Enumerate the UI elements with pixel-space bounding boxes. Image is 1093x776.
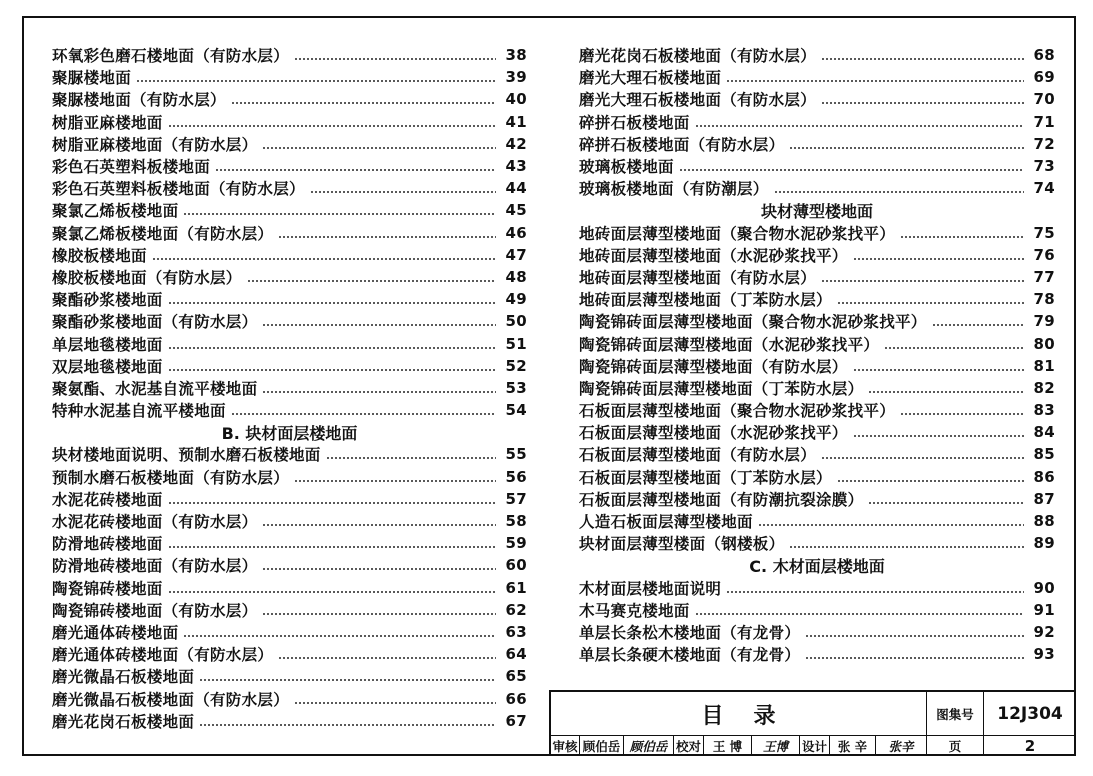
toc-entry[interactable]: [579, 88, 1055, 110]
dot-leader: [868, 391, 1024, 393]
toc-entry[interactable]: [579, 577, 1055, 599]
toc-entry-title: 磨光花岗石板楼地面: [52, 711, 195, 731]
toc-entry-page: 42: [505, 134, 527, 153]
toc-entry-title: 树脂亚麻楼地面（有防水层）: [52, 134, 258, 154]
dot-leader: [900, 236, 1024, 238]
toc-entry-page: 84: [1033, 423, 1055, 442]
toc-entry-page: 65: [505, 667, 527, 686]
toc-entry[interactable]: [52, 310, 527, 332]
toc-entry[interactable]: [52, 355, 527, 377]
dot-leader: [262, 391, 496, 393]
toc-entry-page: 89: [1033, 534, 1055, 553]
dot-leader: [837, 302, 1024, 304]
toc-entry-title: 碎拼石板楼地面: [579, 112, 690, 132]
toc-entry-title: 陶瓷锦砖面层薄型楼地面（有防水层）: [579, 356, 848, 376]
toc-entry-title: 聚氯乙烯板楼地面（有防水层）: [52, 223, 274, 243]
dot-leader: [774, 191, 1024, 193]
toc-entry[interactable]: [579, 66, 1055, 88]
toc-entry[interactable]: [52, 66, 527, 88]
dot-leader: [199, 724, 496, 726]
toc-entry-title: 石板面层薄型楼地面（丁苯防水层）: [579, 467, 832, 487]
checker-name: 王 博: [703, 736, 751, 756]
toc-entry-page: 51: [505, 334, 527, 353]
toc-entry-page: 47: [505, 245, 527, 264]
toc-entry-title: 陶瓷锦砖面层薄型楼地面（水泥砂浆找平）: [579, 334, 880, 354]
toc-entry[interactable]: [52, 687, 527, 709]
toc-entry[interactable]: [52, 222, 527, 244]
toc-entry-title: 彩色石英塑料板楼地面: [52, 157, 211, 177]
toc-entry[interactable]: [579, 621, 1055, 643]
dot-leader: [231, 102, 496, 104]
dot-leader: [262, 568, 496, 570]
dot-leader: [136, 80, 496, 82]
toc-entry-title: 玻璃板楼地面（有防潮层）: [579, 179, 769, 199]
toc-entry[interactable]: [579, 177, 1055, 199]
dot-leader: [183, 213, 496, 215]
toc-entry[interactable]: [579, 466, 1055, 488]
toc-entry[interactable]: [52, 244, 527, 266]
toc-entry[interactable]: [52, 133, 527, 155]
toc-entry-title: 双层地毯楼地面: [52, 356, 163, 376]
dot-leader: [168, 125, 496, 127]
dot-leader: [695, 125, 1024, 127]
toc-entry-page: 77: [1033, 267, 1055, 286]
toc-entry[interactable]: [52, 665, 527, 687]
reviewer-signature: 顾伯岳: [623, 736, 673, 756]
toc-entry-title: 环氧彩色磨石楼地面（有防水层）: [52, 46, 290, 66]
dot-leader: [294, 58, 496, 60]
toc-entry[interactable]: [579, 421, 1055, 443]
atlas-number-label: 图集号: [926, 692, 983, 735]
toc-entry-page: 88: [1033, 512, 1055, 531]
toc-entry[interactable]: [52, 332, 527, 354]
check-label: 校对: [673, 736, 703, 756]
toc-entry-title: 木马赛克楼地面: [579, 600, 690, 620]
toc-entry-page: 54: [505, 401, 527, 420]
designer-name: 张 辛: [829, 736, 875, 756]
toc-entry[interactable]: [52, 111, 527, 133]
toc-entry-page: 55: [505, 445, 527, 464]
toc-entry[interactable]: [579, 133, 1055, 155]
toc-entry[interactable]: [52, 288, 527, 310]
dot-leader: [262, 613, 496, 615]
toc-entry-page: 57: [505, 489, 527, 508]
toc-entry-page: 61: [505, 578, 527, 597]
toc-entry-page: 67: [505, 711, 527, 730]
toc-entry-title: 陶瓷锦砖面层薄型楼地面（聚合物水泥砂浆找平）: [579, 312, 927, 332]
toc-entry-title: 树脂亚麻楼地面: [52, 112, 163, 132]
toc-entry[interactable]: [52, 399, 527, 421]
toc-entry-title: 橡胶板楼地面（有防水层）: [52, 267, 242, 287]
toc-entry-title: 块材楼地面说明、预制水磨石板楼地面: [52, 445, 321, 465]
dot-leader: [884, 347, 1024, 349]
toc-entry[interactable]: [579, 532, 1055, 554]
dot-leader: [821, 457, 1024, 459]
dot-leader: [853, 258, 1024, 260]
toc-entry[interactable]: [579, 443, 1055, 465]
toc-entry-page: 86: [1033, 467, 1055, 486]
toc-entry[interactable]: [52, 532, 527, 554]
toc-entry-title: 碎拼石板楼地面（有防水层）: [579, 134, 785, 154]
dot-leader: [168, 502, 496, 504]
toc-entry[interactable]: [579, 288, 1055, 310]
dot-leader: [821, 58, 1024, 60]
dot-leader: [231, 413, 496, 415]
dot-leader: [168, 591, 496, 593]
toc-entry-title: 地砖面层薄型楼地面（聚合物水泥砂浆找平）: [579, 223, 896, 243]
toc-entry[interactable]: [52, 599, 527, 621]
toc-entry-title: 石板面层薄型楼地面（有防水层）: [579, 445, 817, 465]
toc-entry-page: 39: [505, 68, 527, 87]
toc-entry-title: 陶瓷锦砖面层薄型楼地面（丁苯防水层）: [579, 378, 864, 398]
toc-entry-page: 56: [505, 467, 527, 486]
toc-entry[interactable]: [579, 244, 1055, 266]
section-heading: 块材薄型楼地面: [760, 201, 873, 221]
toc-entry-page: 87: [1033, 489, 1055, 508]
dot-leader: [853, 435, 1024, 437]
toc-entry[interactable]: [579, 222, 1055, 244]
atlas-number: 12J304: [983, 692, 1076, 735]
toc-entry[interactable]: [52, 577, 527, 599]
sheet-title: 目录: [701, 703, 806, 729]
toc-entry-title: 玻璃板楼地面: [579, 157, 674, 177]
toc-entry[interactable]: [579, 599, 1055, 621]
toc-entry-page: 64: [505, 645, 527, 664]
dot-leader: [168, 369, 496, 371]
dot-leader: [805, 635, 1024, 637]
toc-entry[interactable]: [52, 443, 527, 465]
toc-entry-page: 68: [1033, 46, 1055, 65]
toc-entry-title: 石板面层薄型楼地面（水泥砂浆找平）: [579, 423, 848, 443]
dot-leader: [168, 546, 496, 548]
toc-entry-page: 91: [1033, 600, 1055, 619]
toc-entry-title: 聚氯乙烯板楼地面: [52, 201, 179, 221]
toc-entry[interactable]: [579, 643, 1055, 665]
dot-leader: [726, 591, 1024, 593]
toc-entry-page: 46: [505, 223, 527, 242]
toc-entry-page: 93: [1033, 645, 1055, 664]
toc-entry-title: 彩色石英塑料板楼地面（有防水层）: [52, 179, 305, 199]
page-label: 页: [926, 736, 983, 756]
toc-entry-page: 69: [1033, 68, 1055, 87]
toc-entry[interactable]: [52, 710, 527, 732]
dot-leader: [152, 258, 496, 260]
toc-entry-title: 块材面层薄型楼面（钢楼板）: [579, 534, 785, 554]
toc-entry-title: 磨光通体砖楼地面（有防水层）: [52, 645, 274, 665]
dot-leader: [262, 324, 496, 326]
toc-entry-title: 聚酯砂浆楼地面: [52, 290, 163, 310]
designer-signature: 张辛: [875, 736, 926, 756]
toc-entry[interactable]: [52, 621, 527, 643]
toc-entry[interactable]: [579, 111, 1055, 133]
toc-entry-page: 72: [1033, 134, 1055, 153]
dot-leader: [199, 679, 496, 681]
dot-leader: [168, 302, 496, 304]
toc-entry-page: 73: [1033, 157, 1055, 176]
title-block: [549, 690, 1076, 756]
toc-entry-title: 陶瓷锦砖楼地面: [52, 578, 163, 598]
toc-entry[interactable]: [52, 177, 527, 199]
dot-leader: [726, 80, 1024, 82]
toc-entry-title: 地砖面层薄型楼地面（丁苯防水层）: [579, 290, 832, 310]
toc-entry-title: 磨光大理石板楼地面（有防水层）: [579, 90, 817, 110]
toc-entry-page: 85: [1033, 445, 1055, 464]
title-block-top-row: [551, 692, 1076, 736]
toc-entry[interactable]: [52, 155, 527, 177]
dot-leader: [805, 657, 1024, 659]
toc-entry-page: 66: [505, 689, 527, 708]
dot-leader: [821, 280, 1024, 282]
title-block-signature-row: [551, 736, 1076, 756]
toc-entry[interactable]: [52, 466, 527, 488]
toc-entry[interactable]: [579, 155, 1055, 177]
checker-signature: 王博: [751, 736, 799, 756]
dot-leader: [262, 147, 496, 149]
section-heading: B. 块材面层楼地面: [221, 423, 358, 443]
toc-entry[interactable]: [579, 510, 1055, 532]
toc-entry-page: 59: [505, 534, 527, 553]
toc-entry-title: 磨光微晶石板楼地面（有防水层）: [52, 689, 290, 709]
toc-entry-title: 石板面层薄型楼地面（聚合物水泥砂浆找平）: [579, 401, 896, 421]
dot-leader: [247, 280, 496, 282]
toc-entry[interactable]: [52, 199, 527, 221]
page-number: 2: [983, 736, 1076, 756]
toc-entry[interactable]: [52, 554, 527, 576]
toc-entry-title: 木材面层楼地面说明: [579, 578, 722, 598]
toc-entry-page: 50: [505, 312, 527, 331]
toc-entry-title: 聚脲楼地面（有防水层）: [52, 90, 226, 110]
toc-entry-page: 82: [1033, 378, 1055, 397]
toc-entry-page: 71: [1033, 112, 1055, 131]
toc-entry[interactable]: [52, 88, 527, 110]
design-label: 设计: [799, 736, 829, 756]
toc-left-column: [52, 44, 527, 732]
toc-entry-page: 79: [1033, 312, 1055, 331]
toc-entry[interactable]: [52, 488, 527, 510]
dot-leader: [310, 191, 496, 193]
toc-entry-title: 地砖面层薄型楼地面（水泥砂浆找平）: [579, 245, 848, 265]
dot-leader: [837, 480, 1024, 482]
dot-leader: [789, 546, 1024, 548]
toc-entry-page: 48: [505, 267, 527, 286]
toc-entry-page: 80: [1033, 334, 1055, 353]
toc-entry-title: 预制水磨石板楼地面（有防水层）: [52, 467, 290, 487]
toc-entry-page: 49: [505, 290, 527, 309]
dot-leader: [868, 502, 1024, 504]
toc-entry-title: 地砖面层薄型楼地面（有防水层）: [579, 267, 817, 287]
toc-entry[interactable]: [579, 355, 1055, 377]
toc-entry[interactable]: [52, 510, 527, 532]
toc-entry-title: 单层长条松木楼地面（有龙骨）: [579, 622, 801, 642]
toc-entry[interactable]: [579, 377, 1055, 399]
dot-leader: [168, 347, 496, 349]
dot-leader: [278, 236, 496, 238]
toc-entry-page: 45: [505, 201, 527, 220]
toc-entry-page: 75: [1033, 223, 1055, 242]
dot-leader: [183, 635, 496, 637]
toc-entry[interactable]: [52, 643, 527, 665]
toc-entry-title: 单层地毯楼地面: [52, 334, 163, 354]
dot-leader: [326, 457, 496, 459]
toc-entry-page: 43: [505, 157, 527, 176]
dot-leader: [262, 524, 496, 526]
toc-entry-page: 40: [505, 90, 527, 109]
dot-leader: [695, 613, 1024, 615]
toc-entry-page: 53: [505, 378, 527, 397]
dot-leader: [853, 369, 1024, 371]
toc-entry-page: 52: [505, 356, 527, 375]
dot-leader: [789, 147, 1024, 149]
toc-entry-title: 石板面层薄型楼地面（有防潮抗裂涂膜）: [579, 489, 864, 509]
toc-entry-page: 41: [505, 112, 527, 131]
toc-entry-page: 62: [505, 600, 527, 619]
toc-entry-title: 特种水泥基自流平楼地面: [52, 401, 226, 421]
dot-leader: [294, 480, 496, 482]
toc-entry[interactable]: [52, 377, 527, 399]
toc-entry-title: 磨光微晶石板楼地面: [52, 667, 195, 687]
toc-entry[interactable]: [579, 310, 1055, 332]
dot-leader: [294, 702, 496, 704]
toc-entry-title: 防滑地砖楼地面（有防水层）: [52, 556, 258, 576]
reviewer-name: 顾伯岳: [579, 736, 623, 756]
toc-entry-title: 橡胶板楼地面: [52, 245, 147, 265]
toc-entry[interactable]: [579, 44, 1055, 66]
toc-entry[interactable]: [579, 266, 1055, 288]
toc-entry-page: 83: [1033, 401, 1055, 420]
toc-entry-title: 水泥花砖楼地面（有防水层）: [52, 512, 258, 532]
dot-leader: [215, 169, 496, 171]
toc-entry-title: 陶瓷锦砖楼地面（有防水层）: [52, 600, 258, 620]
toc-entry[interactable]: [579, 399, 1055, 421]
toc-entry-page: 74: [1033, 179, 1055, 198]
review-label: 审核: [552, 739, 578, 754]
toc-entry-title: 单层长条硬木楼地面（有龙骨）: [579, 645, 801, 665]
toc-entry-title: 人造石板面层薄型楼地面: [579, 512, 753, 532]
toc-entry-page: 90: [1033, 578, 1055, 597]
toc-entry-title: 磨光花岗石板楼地面（有防水层）: [579, 46, 817, 66]
toc-entry-title: 聚脲楼地面: [52, 68, 132, 88]
toc-entry-page: 60: [505, 556, 527, 575]
toc-entry[interactable]: [52, 266, 527, 288]
toc-entry-page: 78: [1033, 290, 1055, 309]
dot-leader: [932, 324, 1024, 326]
toc-entry-title: 聚酯砂浆楼地面（有防水层）: [52, 312, 258, 332]
dot-leader: [278, 657, 496, 659]
toc-entry[interactable]: [579, 332, 1055, 354]
toc-entry-title: 聚氨酯、水泥基自流平楼地面: [52, 378, 258, 398]
dot-leader: [821, 102, 1024, 104]
toc-entry-title: 磨光大理石板楼地面: [579, 68, 722, 88]
toc-entry-page: 44: [505, 179, 527, 198]
toc-entry-page: 70: [1033, 90, 1055, 109]
dot-leader: [900, 413, 1024, 415]
section-heading: C. 木材面层楼地面: [749, 556, 885, 576]
toc-entry-title: 防滑地砖楼地面: [52, 534, 163, 554]
dot-leader: [758, 524, 1024, 526]
toc-entry-page: 58: [505, 512, 527, 531]
toc-right-column: [579, 44, 1055, 665]
dot-leader: [679, 169, 1024, 171]
toc-entry-title: 磨光通体砖楼地面: [52, 622, 179, 642]
toc-entry-page: 38: [505, 46, 527, 65]
toc-entry-page: 92: [1033, 622, 1055, 641]
toc-entry-page: 63: [505, 622, 527, 641]
toc-entry-title: 水泥花砖楼地面: [52, 489, 163, 509]
toc-entry[interactable]: [579, 488, 1055, 510]
toc-entry[interactable]: [52, 44, 527, 66]
toc-entry-page: 76: [1033, 245, 1055, 264]
toc-entry-page: 81: [1033, 356, 1055, 375]
